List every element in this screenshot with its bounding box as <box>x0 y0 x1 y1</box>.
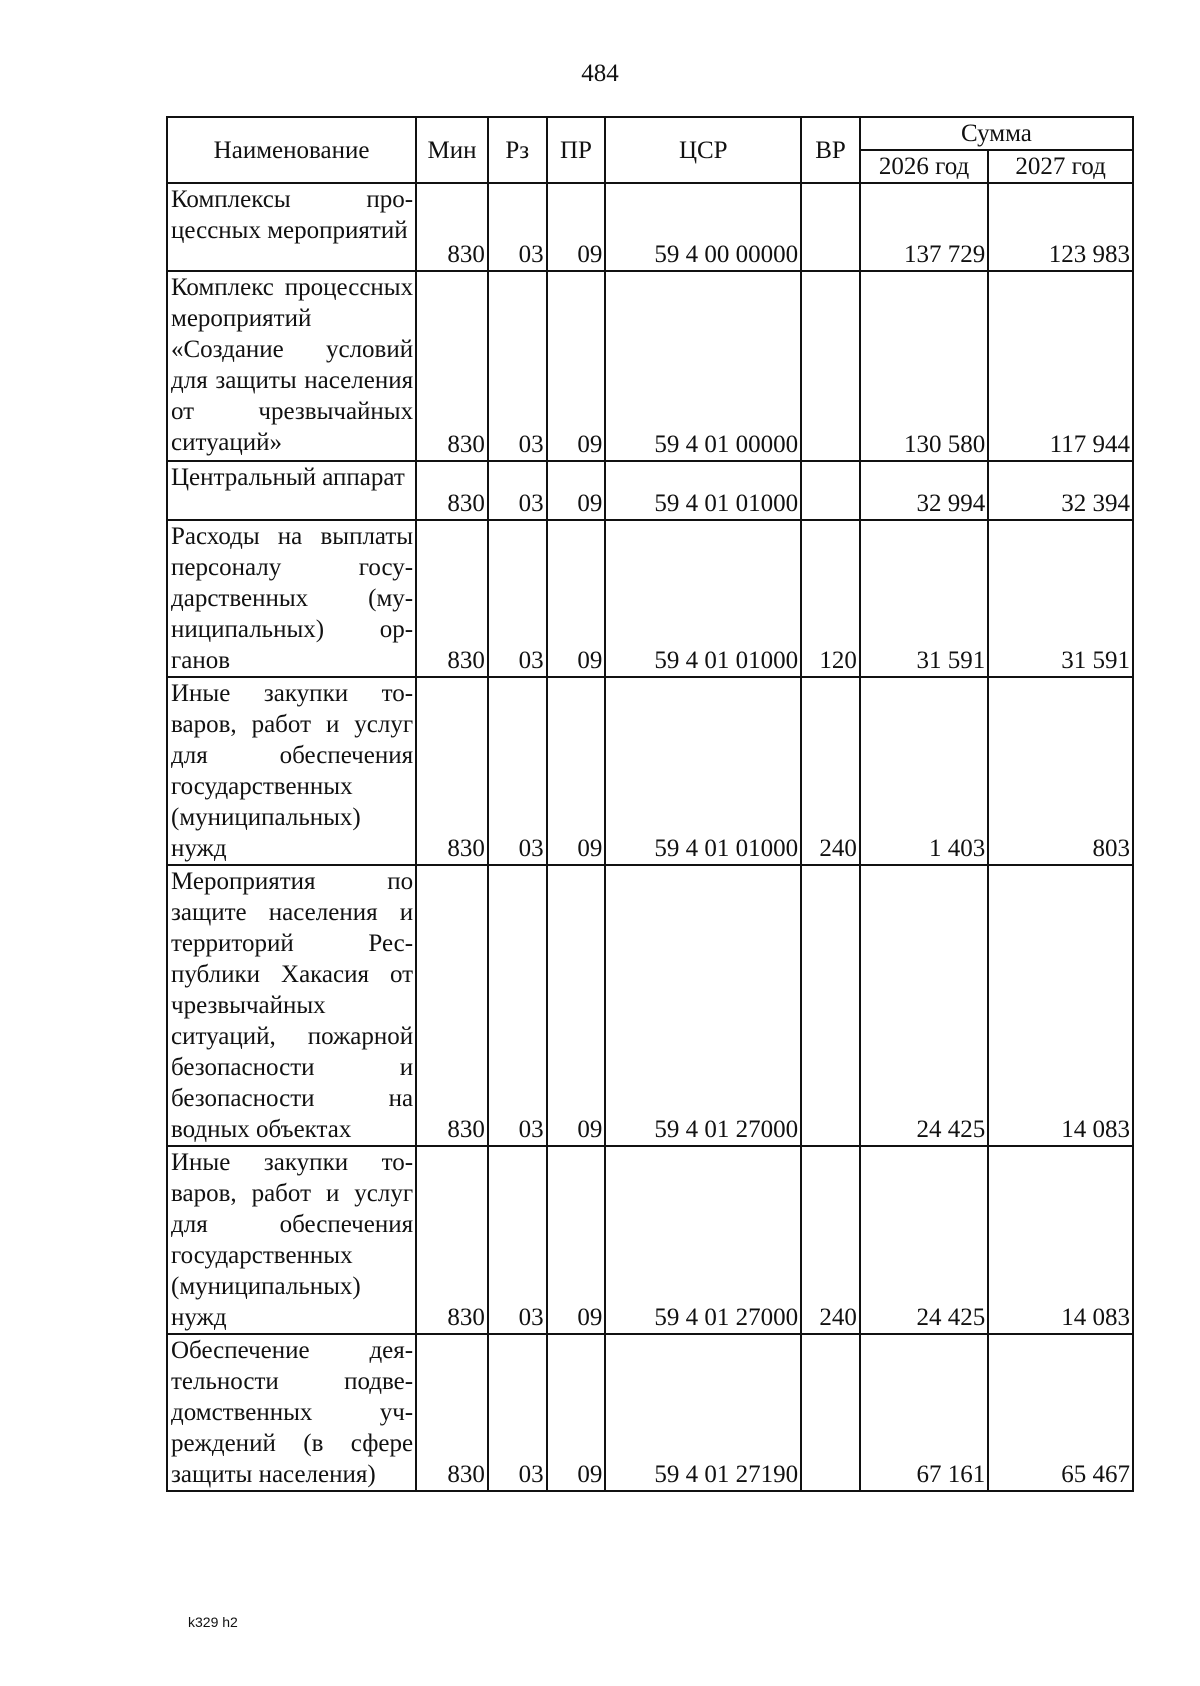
table-row <box>167 1146 1133 1334</box>
table-row <box>167 520 1133 677</box>
header-row <box>167 117 1133 150</box>
row-vr-cell: 240 <box>801 677 860 865</box>
row-name-cell: Комплексы процессных мероприятий <box>167 183 416 271</box>
row-vr-cell: 120 <box>801 520 860 677</box>
row-csr-cell: 59 4 01 27000 <box>605 865 801 1146</box>
row-pr-cell: 09 <box>547 1146 606 1334</box>
header-sum: Сумма <box>860 117 1133 150</box>
header-year-2026: 2026 год <box>860 150 988 183</box>
row-2027-cell: 123 983 <box>988 183 1133 271</box>
row-2026-cell: 137 729 <box>860 183 988 271</box>
row-min-cell: 830 <box>416 1146 488 1334</box>
row-name-cell: Иные закупки товаров, работ и услуг для обеспечения государственных (муниципальных) нужд <box>167 1146 416 1334</box>
row-2026-cell: 24 425 <box>860 865 988 1146</box>
row-csr-cell: 59 4 01 00000 <box>605 271 801 461</box>
row-pr-cell: 09 <box>547 461 606 520</box>
row-csr-cell: 59 4 00 00000 <box>605 183 801 271</box>
row-min-cell: 830 <box>416 183 488 271</box>
row-pr-cell: 09 <box>547 520 606 677</box>
table-row <box>167 271 1133 461</box>
row-min-cell: 830 <box>416 677 488 865</box>
row-2027-cell: 31 591 <box>988 520 1133 677</box>
row-csr-cell: 59 4 01 01000 <box>605 461 801 520</box>
row-pr-cell: 09 <box>547 183 606 271</box>
row-min-cell: 830 <box>416 865 488 1146</box>
row-csr-cell: 59 4 01 01000 <box>605 520 801 677</box>
row-name-cell: Центральный аппарат <box>167 461 416 520</box>
row-2027-cell: 117 944 <box>988 271 1133 461</box>
table-row <box>167 865 1133 1146</box>
table-row <box>167 1334 1133 1491</box>
row-2027-cell: 803 <box>988 677 1133 865</box>
budget-table <box>166 116 1134 1492</box>
table-body <box>167 183 1133 1491</box>
row-rz-cell: 03 <box>488 865 547 1146</box>
header-vr: ВР <box>801 117 860 183</box>
row-vr-cell <box>801 271 860 461</box>
row-rz-cell: 03 <box>488 271 547 461</box>
row-name-cell: Мероприятия по защите населения и территорий Республики Хакасия от чрезвычайных ситуаций, пожарной безопасности и безопасности на водных объектах <box>167 865 416 1146</box>
footer-code: k329 h2 <box>188 1614 238 1630</box>
row-vr-cell <box>801 183 860 271</box>
row-2027-cell: 65 467 <box>988 1334 1133 1491</box>
page-number: 484 <box>581 60 619 87</box>
row-2027-cell: 14 083 <box>988 865 1133 1146</box>
row-rz-cell: 03 <box>488 1146 547 1334</box>
row-csr-cell: 59 4 01 27000 <box>605 1146 801 1334</box>
row-2026-cell: 31 591 <box>860 520 988 677</box>
row-rz-cell: 03 <box>488 1334 547 1491</box>
row-pr-cell: 09 <box>547 865 606 1146</box>
table-row <box>167 183 1133 271</box>
row-name-cell: Комплекс процессных мероприятий «Создание условий для защиты населения от чрезвычайных ситуаций» <box>167 271 416 461</box>
row-min-cell: 830 <box>416 1334 488 1491</box>
row-2027-cell: 14 083 <box>988 1146 1133 1334</box>
row-name-cell: Иные закупки товаров, работ и услуг для обеспечения государственных (муниципальных) нужд <box>167 677 416 865</box>
row-vr-cell <box>801 461 860 520</box>
row-vr-cell <box>801 1334 860 1491</box>
row-2026-cell: 1 403 <box>860 677 988 865</box>
table-row <box>167 677 1133 865</box>
row-vr-cell <box>801 865 860 1146</box>
row-pr-cell: 09 <box>547 677 606 865</box>
row-pr-cell: 09 <box>547 271 606 461</box>
header-rz: Рз <box>488 117 547 183</box>
header-pr: ПР <box>547 117 606 183</box>
row-2026-cell: 67 161 <box>860 1334 988 1491</box>
row-min-cell: 830 <box>416 520 488 677</box>
row-2027-cell: 32 394 <box>988 461 1133 520</box>
header-min: Мин <box>416 117 488 183</box>
row-min-cell: 830 <box>416 271 488 461</box>
row-name-cell: Обеспечение деятельности подведомственных учреждений (в сфере защиты населения) <box>167 1334 416 1491</box>
header-csr: ЦСР <box>605 117 801 183</box>
row-2026-cell: 32 994 <box>860 461 988 520</box>
row-2026-cell: 24 425 <box>860 1146 988 1334</box>
table-row <box>167 461 1133 520</box>
row-rz-cell: 03 <box>488 520 547 677</box>
row-csr-cell: 59 4 01 27190 <box>605 1334 801 1491</box>
row-name-cell: Расходы на выплаты персоналу государственных (муниципальных) органов <box>167 520 416 677</box>
row-pr-cell: 09 <box>547 1334 606 1491</box>
row-vr-cell: 240 <box>801 1146 860 1334</box>
row-csr-cell: 59 4 01 01000 <box>605 677 801 865</box>
row-min-cell: 830 <box>416 461 488 520</box>
header-year-2027: 2027 год <box>988 150 1133 183</box>
row-rz-cell: 03 <box>488 677 547 865</box>
header-name: Наименование <box>167 117 416 183</box>
row-rz-cell: 03 <box>488 461 547 520</box>
row-2026-cell: 130 580 <box>860 271 988 461</box>
row-rz-cell: 03 <box>488 183 547 271</box>
